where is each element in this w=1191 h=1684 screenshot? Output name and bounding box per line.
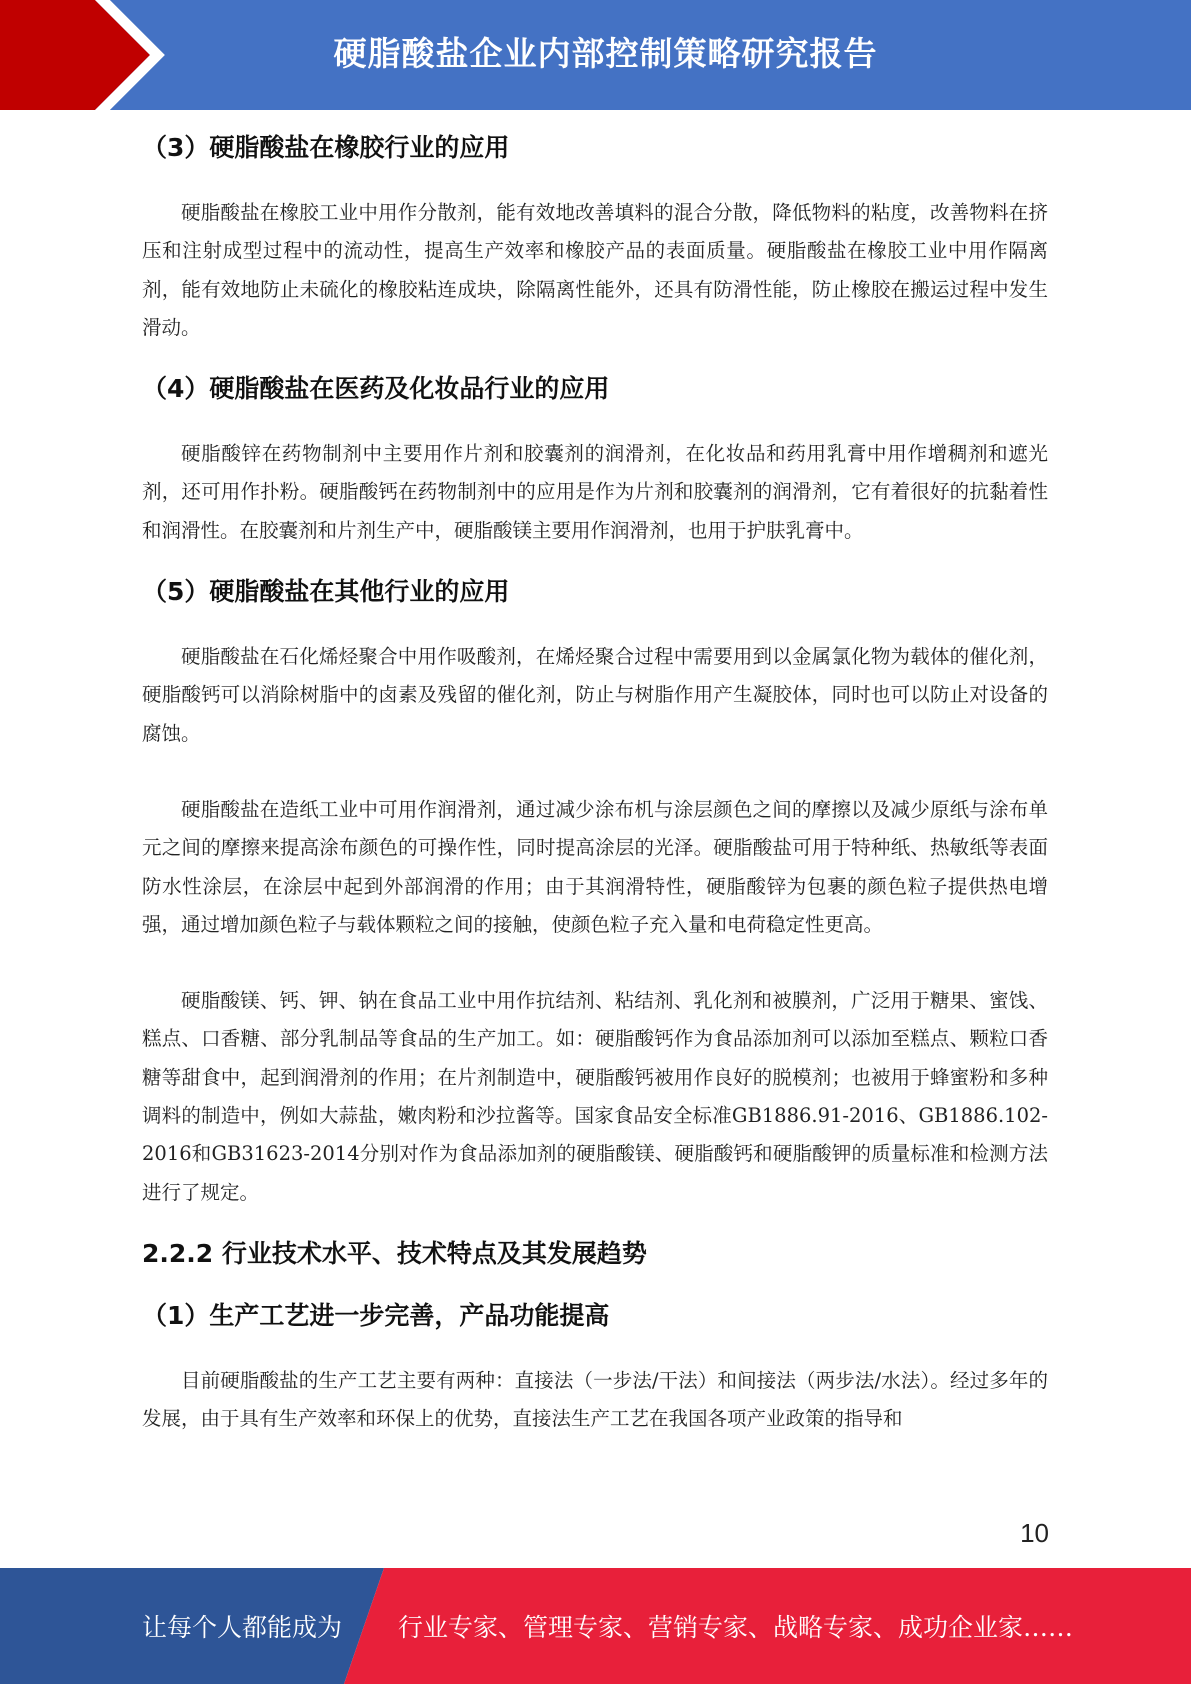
section-heading: （1）生产工艺进一步完善，产品功能提高 (142, 1300, 610, 1330)
section-heading: （3）硬脂酸盐在橡胶行业的应用 (142, 133, 510, 162)
page-number: 10 (1020, 1518, 1049, 1548)
section-heading: （5）硬脂酸盐在其他行业的应用 (142, 577, 510, 607)
header-title: 硬脂酸盐企业内部控制策略研究报告 (333, 34, 878, 73)
footer-slogan-left: 让每个人都能成为 (142, 1613, 343, 1642)
paragraph: 硬脂酸盐在橡胶工业中用作分散剂，能有效地改善填料的混合分散，降低物料的粘度，改善物料在挤压和注射成型过程中的流动性，提高生产效率和橡胶产品的表面质量。硬脂酸盐在橡胶工业中用作隔离剂，能有效地防止未硫化的橡胶粘连成块，除隔离性能外，还具有防滑性能，防止橡胶在搬运过程中发生滑动。 (142, 201, 1048, 339)
footer-slogan-right: 行业专家、管理专家、营销专家、战略专家、成功企业家…… (398, 1613, 1074, 1642)
page-header (0, 0, 1191, 110)
paragraph: 硬脂酸盐在石化烯烃聚合中用作吸酸剂，在烯烃聚合过程中需要用到以金属氯化物为载体的催化剂，硬脂酸钙可以消除树脂中的卤素及残留的催化剂，防止与树脂作用产生凝胶体，同时也可以防止对设备的腐蚀。 (142, 645, 1048, 745)
paragraph: 硬脂酸锌在药物制剂中主要用作片剂和胶囊剂的润滑剂，在化妆品和药用乳膏中用作增稠剂和遮光剂，还可用作扑粉。硬脂酸钙在药物制剂中的应用是作为片剂和胶囊剂的润滑剂，它有着很好的抗黏着性和润滑性。在胶囊剂和片剂生产中，硬脂酸镁主要用作润滑剂，也用于护肤乳膏中。 (142, 442, 1048, 542)
section-heading: （4）硬脂酸盐在医药及化妆品行业的应用 (142, 374, 610, 404)
subsection-heading: 2.2.2 行业技术水平、技术特点及其发展趋势 (142, 1238, 647, 1268)
paragraph: 硬脂酸镁、钙、钾、钠在食品工业中用作抗结剂、粘结剂、乳化剂和被膜剂，广泛用于糖果、蜜饯、糕点、口香糖、部分乳制品等食品的生产加工。如：硬脂酸钙作为食品添加剂可以添加至糕点、颗粒口香糖等甜食中，起到润滑剂的作用；在片剂制造中，硬脂酸钙被用作良好的脱模剂；也被用于蜂蜜粉和多种调料的制造中，例如大蒜盐，嫩肉粉和沙拉酱等。国家食品安全标准GB1886.91-2016、GB1886.102-2016和GB31623-2014分别对作为食品添加剂的硬脂酸镁、硬脂酸钙和硬脂酸钾的质量标准和检测方法进行了规定。 (142, 989, 1048, 1204)
section-other-industries (142, 572, 1048, 1212)
paragraph: 目前硬脂酸盐的生产工艺主要有两种：直接法（一步法/干法）和间接法（两步法/水法）。经过多年的发展，由于具有生产效率和环保上的优势，直接法生产工艺在我国各项产业政策的指导和 (142, 1368, 1048, 1431)
subsection-tech-level (142, 1234, 1048, 1439)
page-footer (0, 1568, 1191, 1684)
paragraph: 硬脂酸盐在造纸工业中可用作润滑剂，通过减少涂布机与涂层颜色之间的摩擦以及减少原纸与涂布单元之间的摩擦来提高涂布颜色的可操作性，同时提高涂层的光泽。硬脂酸盐可用于特种纸、热敏纸等表面防水性涂层，在涂层中起到外部润滑的作用；由于其润滑特性，硬脂酸锌为包裹的颜色粒子提供热电增强，通过增加颜色粒子与载体颗粒之间的接触，使颜色粒子充入量和电荷稳定性更高。 (142, 797, 1048, 936)
document-body (142, 128, 1048, 1439)
section-rubber (142, 128, 1048, 347)
section-pharma-cosmetics (142, 369, 1048, 550)
